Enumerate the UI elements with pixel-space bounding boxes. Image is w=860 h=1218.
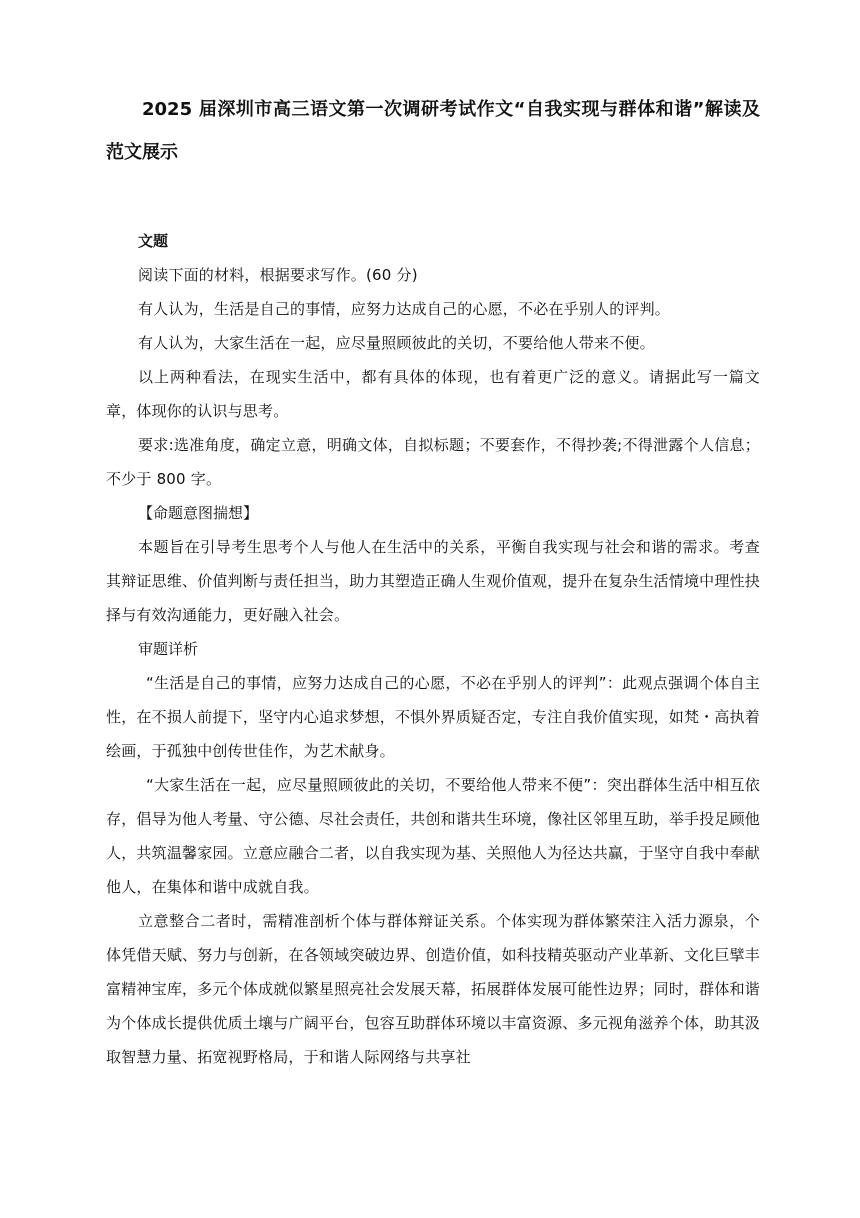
requirements-paragraph: 要求:选准角度，确定立意，明确文体，自拟标题；不要套作，不得抄袭;不得泄露个人信息；不少于 800 字。 [106,436,760,488]
analysis-paragraph-one: “生活是自己的事情，应努力达成自己的心愿，不必在乎别人的评判”：此观点强调个体自主性，在不损人前提下，坚守内心追求梦想，不惧外界质疑否定，专注自我价值实现，如梵・高执着绘画，于孤独中创传世佳作，为艺术献身。 [106,674,760,760]
intent-heading: 【命题意图揣想】 [138,504,259,522]
analysis-paragraph-two: “大家生活在一起，应尽量照顾彼此的关切，不要给他人带来不便”：突出群体生活中相互依存，倡导为他人考量、守公德、尽社会责任，共创和谐共生环境，像社区邻里互助，举手投足顾他人，共筑温馨家园。立意应融合二者，以自我实现为基、关照他人为径达共赢，于坚守自我中奉献他人，在集体和谐中成就自我。 [106,776,760,896]
view-two-paragraph: 有人认为，大家生活在一起，应尽量照顾彼此的关切，不要给他人带来不便。 [138,334,655,352]
view-one-paragraph: 有人认为，生活是自己的事情，应努力达成自己的心愿，不必在乎别人的评判。 [138,300,671,318]
task-paragraph: 以上两种看法，在现实生活中，都有具体的体现，也有着更广泛的意义。请据此写一篇文章，体现你的认识与思考。 [106,368,760,420]
analysis-heading: 审题详析 [138,640,199,658]
intent-paragraph: 本题旨在引导考生思考个人与他人在生活中的关系，平衡自我实现与社会和谐的需求。考查其辩证思维、价值判断与责任担当，助力其塑造正确人生观价值观，提升在复杂生活情境中理性抉择与有效沟通能力，更好融入社会。 [106,538,760,624]
prompt-intro: 阅读下面的材料，根据要求写作。(60 分) [138,266,418,284]
analysis-paragraph-three: 立意整合二者时，需精准剖析个体与群体辩证关系。个体实现为群体繁荣注入活力源泉，个体凭借天赋、努力与创新，在各领域突破边界、创造价值，如科技精英驱动产业革新、文化巨擘丰富精神宝库，多元个体成就似繁星照亮社会发展天幕，拓展群体发展可能性边界；同时，群体和谐为个体成长提供优质土壤与广阔平台，包容互助群体环境以丰富资源、多元视角滋养个体，助其汲取智慧力量、拓宽视野格局，于和谐人际网络与共享社 [106,912,760,1066]
document-title: 2025 届深圳市高三语文第一次调研考试作文“自我实现与群体和谐”解读及范文展示 [106,99,760,163]
prompt-heading: 文题 [138,232,169,250]
